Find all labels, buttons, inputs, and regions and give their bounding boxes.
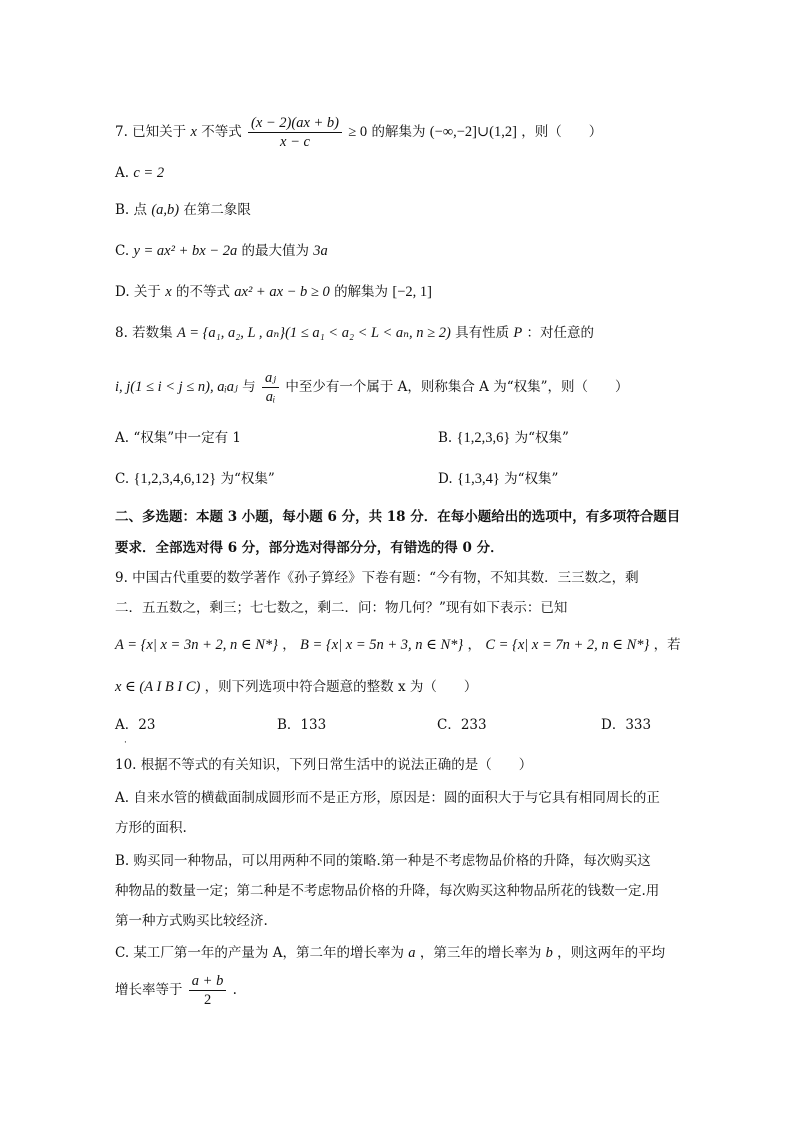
q9-stem-line4: x ∈ (A I B I C) ，则下列选项中符合题意的整数 x 为（ ） (115, 679, 478, 695)
q7-option-a: A. c = 2 (115, 165, 165, 181)
q8-option-a: A. “权集”中一定有 1 (115, 430, 242, 446)
q8-stem-line2: i, j(1 ≤ i < j ≤ n), aᵢaⱼ 与 $\frac{\text{aⱼ}}{\text{aᵢ}}$ 中至少有一个属于 A，则称集合 A 为“权集”，则（ ） (115, 370, 629, 405)
q10-option-b-line3: 第一种方式购买比较经济. (115, 913, 268, 929)
q7-option-b: B. 点 (a,b) 在第二象限 (115, 202, 251, 218)
q9-option-b: B．133 (277, 717, 327, 733)
q10-fraction: $\frac{a + b}{2}$ (189, 972, 227, 1009)
q9-sets: A = {x| x = 3n + 2, n ∈ N*} ， B = {x| x = 5n + 3, n ∈ N*} ， C = {x| x = 7n + 2, n ∈ N*} ，若 (115, 637, 681, 653)
q10-option-a-line2: 方形的面积. (115, 820, 187, 836)
q8-option-b: B. {1,2,3,6} 为“权集” (438, 430, 569, 446)
q10-stem: 10. 根据不等式的有关知识，下列日常生活中的说法正确的是（ ） (115, 757, 533, 773)
q10-option-b-line1: B. 购买同一种物品，可以用两种不同的策略.第一种是不考虑物品价格的升降，每次购买这 (115, 853, 651, 869)
q9-option-c: C．233 (437, 717, 487, 733)
q7-option-d: D. 关于 x 的不等式 ax² + ax − b ≥ 0 的解集为 [−2, 1] (115, 284, 432, 300)
section2-heading-line1: 二、多选题：本题 3 小题，每小题 6 分，共 18 分．在每小题给出的选项中，有多项符合题目 (115, 509, 681, 525)
q10-option-c-line1: C. 某工厂第一年的产量为 A，第二年的增长率为 a ，第三年的增长率为 b ，则这两年的平均 (115, 945, 666, 961)
q9-stem-line1: 9. 中国古代重要的数学著作《孙子算经》下卷有题：“今有物，不知其数．三三数之，剩 (115, 570, 639, 586)
q8-option-d: D. {1,3,4} 为“权集” (438, 471, 559, 487)
q9-set-b: B = {x| x = 5n + 3, n ∈ N*} (300, 637, 464, 653)
q8-stem: 8. 若数集 A = {a₁, a₂, L , aₙ}(1 ≤ a₁ < a₂ < L < aₙ, n ≥ 2) 具有性质 P ：对任意的 (115, 325, 595, 341)
q9-stem-line2: 二．五五数之，剩三；七七数之，剩二．问：物几何？”现有如下表示：已知 (115, 600, 568, 616)
q8-option-c: C. {1,2,3,4,6,12} 为“权集” (115, 471, 275, 487)
q10-option-a-line1: A. 自来水管的横截面制成圆形而不是正方形，原因是：圆的面积大于与它具有相同周长的正 (115, 790, 660, 806)
stray-mark: · (124, 738, 127, 748)
q7-stem: 7. 已知关于 x 不等式 $\frac{(x - 2)(ax + b)}{x - c}$ ≥ 0 的解集为 (−∞,−2]∪(1,2] ，则（ ） (115, 115, 603, 150)
q9-option-a: A．23 (115, 717, 156, 733)
q8-fraction: $\frac{\text{aⱼ}}{\text{aᵢ}}$ (262, 369, 279, 406)
q10-option-c-line2: 增长率等于 $\frac{a + b}{2}$ . (115, 973, 237, 1008)
q7-fraction: $\frac{(x - 2)(ax + b)}{x - c}$ (248, 114, 342, 151)
q9-set-a: A = {x| x = 3n + 2, n ∈ N*} (115, 637, 278, 653)
q9-set-c: C = {x| x = 7n + 2, n ∈ N*} (485, 637, 650, 653)
section2-heading-line2: 要求．全部选对得 6 分，部分选对得部分分，有错选的得 0 分． (115, 540, 504, 556)
q9-option-d: D．333 (601, 717, 652, 733)
q7-option-c: C. y = ax² + bx − 2a 的最大值为 3a (115, 243, 328, 259)
q10-option-b-line2: 种物品的数量一定；第二种是不考虑物品价格的升降，每次购买这种物品所花的钱数一定.用 (115, 883, 660, 899)
